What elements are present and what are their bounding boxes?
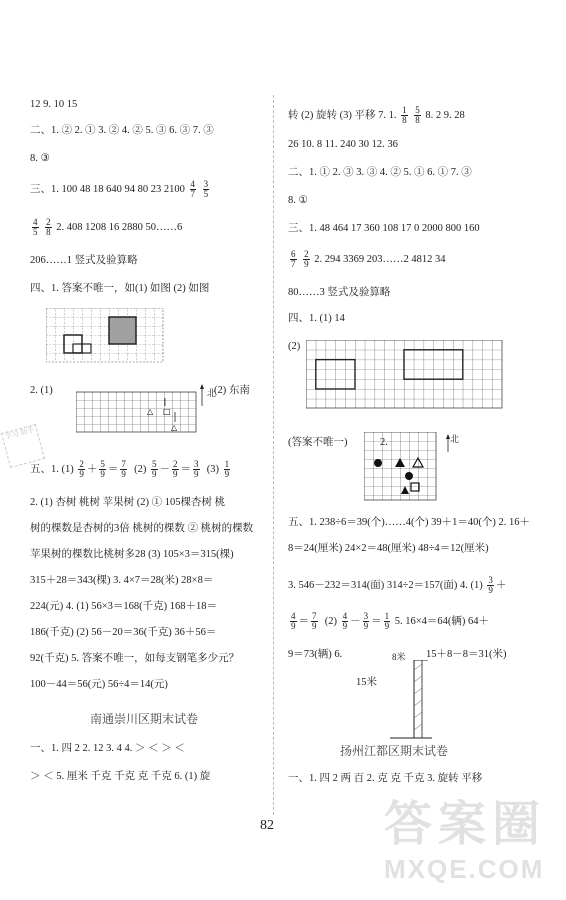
answer-text: 三、1. 100 48 18 640 94 80 23 2100: [30, 183, 185, 195]
answer-line: 五、1. (1) $\frac{2}{9}$ ＋ $\frac{5}{9}$ ＝ $\frac{7}{9}$ (2) $\frac{5}{9}$ － $\frac{2}{9}$ ＝ $\frac{3}{9}$ (3) $\frac{1}{9}$: [30, 459, 230, 479]
answer-text: (2): [324, 615, 337, 627]
fraction: $\frac{1}{9}$: [384, 611, 390, 631]
column-divider: [273, 95, 274, 815]
answer-line: 26 10. 8 11. 240 30 12. 36: [288, 139, 398, 150]
svg-text:□: □: [163, 407, 171, 416]
answer-line: 224(元) 4. (1) 56×3＝168(千克) 168＋18＝: [30, 601, 218, 612]
answer-text: 8. 2 9. 28: [425, 109, 465, 121]
section-title: 扬州江都区期末试卷: [340, 744, 449, 758]
answer-line: [30, 180, 211, 199]
answer-line: 树的棵数是杏树的3倍 桃树的棵数 ② 桃树的棵数: [30, 523, 254, 534]
fraction: $\frac{7}{9}$: [121, 459, 126, 479]
answer-line: 五、1. 238÷6＝39(个)……4(个) 39＋1＝40(个) 2. 16＋: [288, 517, 530, 528]
answer-line: 92(千克) 5. 答案不唯一，如每支钢笔多少元？: [30, 653, 240, 664]
answer-line: 一、1. 四 2 2. 12 3. 4 4. ＞ ＜ ＞ ＜: [30, 743, 185, 754]
answer-line: 8. ③: [30, 153, 50, 164]
fraction: $\frac{5}{9}$: [100, 459, 105, 479]
fraction: $\frac{2}{8}$: [46, 217, 51, 237]
fraction: $\frac{2}{9}$: [79, 459, 84, 479]
answer-line: 2. (1) 杏树 桃树 苹果树 (2) ① 105棵杏树 桃: [30, 497, 226, 508]
answer-line: [288, 106, 465, 125]
answer-line: 三、1. 48 464 17 360 108 17 0 2000 800 160: [288, 223, 480, 234]
svg-text:△: △: [147, 407, 154, 416]
fraction: $\frac{2}{9}$: [304, 249, 309, 269]
answer-line: 一、1. 四 2 两 百 2. 克 克 千克 3. 旋转 平移: [288, 773, 483, 784]
north-label: 北: [207, 388, 217, 398]
answer-text: (2) 东南: [214, 385, 250, 396]
answer-text: 15＋8－8＝31(米): [426, 649, 507, 660]
watermark-bottom: MXQE.COM: [383, 854, 545, 884]
fraction: $\frac{6}{7}$: [291, 249, 296, 269]
answer-line: [30, 218, 182, 237]
answer-line: 100－44＝56(元) 56÷4＝14(元): [30, 679, 168, 690]
answer-line: [288, 250, 446, 269]
watermark-top: 答案圈: [383, 798, 546, 851]
fraction: $\frac{2}{9}$: [173, 459, 178, 479]
fraction: $\frac{3}{9}$: [194, 459, 199, 479]
fraction: $\frac{4}{7}$: [190, 179, 195, 199]
fraction: $\frac{1}{9}$: [224, 459, 230, 479]
fraction: $\frac{5}{8}$: [415, 105, 420, 125]
answer-line: 2. (1): [30, 385, 53, 396]
answer-line: 315＋28＝343(棵) 3. 4×7＝28(米) 28×8＝: [30, 575, 214, 586]
fraction: $\frac{5}{9}$: [152, 459, 157, 479]
answer-line: 8. ①: [288, 195, 308, 206]
direction-grid-figure: [76, 384, 216, 436]
fraction: $\frac{3}{9}$: [363, 611, 369, 631]
svg-text:△: △: [171, 423, 178, 432]
section-title: 南通崇川区期末试卷: [90, 712, 199, 726]
height-label-15m: 15米: [356, 677, 377, 688]
answer-line: 186(千克) (2) 56－20＝36(千克) 36＋56＝: [30, 627, 217, 638]
stamp-icon: 学习 助手: [1, 424, 45, 468]
watermark-logo: [384, 785, 546, 885]
answer-line: (2): [288, 341, 301, 352]
answer-line: $\frac{4}{9}$ ＝ $\frac{7}{9}$ (2) $\frac{4}{9}$ － $\frac{3}{9}$ ＝ $\frac{1}{9}$ 5. 16×4＝64(辆) 64＋: [291, 611, 490, 631]
answer-line: 苹果树的棵数比桃树多28 (3) 105×3＝315(棵): [30, 549, 234, 560]
answer-line: 8＝24(厘米) 24×2＝48(厘米) 48÷4＝12(厘米): [288, 543, 489, 554]
fraction: $\frac{1}{8}$: [402, 105, 407, 125]
answer-text: 2. 408 1208 16 2880 50……6: [56, 221, 183, 233]
answer-text: 转 (2) 旋转 (3) 平移 7. 1.: [288, 109, 397, 121]
answer-line: 四、1. 答案不唯一，如(1) 如图 (2) 如图: [30, 283, 210, 294]
right-column: [288, 0, 538, 900]
answer-text: 2. 294 3369 203……2 4812 34: [314, 253, 446, 265]
answer-line: 3. 546－232＝314(面) 314÷2＝157(面) 4. (1) $\frac{3}{9}$ ＋: [288, 575, 507, 595]
answer-line: (答案不唯一): [288, 437, 348, 448]
dashed-grid-figure: [46, 308, 164, 364]
answer-line: 四、1. (1) 14: [288, 313, 345, 324]
fraction: $\frac{4}{9}$: [342, 611, 348, 631]
answer-line: 二、1. ① 2. ③ 3. ③ 4. ② 5. ① 6. ① 7. ③: [288, 167, 472, 178]
answer-line: 80……3 竖式及验算略: [288, 287, 391, 298]
shapes-grid-figure: [364, 432, 464, 502]
answer-line: 9＝73(辆) 6.: [288, 649, 343, 660]
answer-text: 3. 546－232＝314(面) 314÷2＝157(面) 4. (1): [288, 579, 483, 591]
answer-line: 二、1. ② 2. ① 3. ② 4. ② 5. ③ 6. ③ 7. ③: [30, 125, 214, 136]
fraction: $\frac{4}{5}$: [33, 217, 38, 237]
answer-line: 12 9. 10 15: [30, 99, 78, 110]
answer-line: 206……1 竖式及验算略: [30, 255, 138, 266]
answer-text: 五、1. (1): [30, 463, 74, 475]
fraction: $\frac{4}{9}$: [291, 611, 296, 631]
north-label: 北: [450, 434, 460, 444]
fraction: $\frac{3}{9}$: [488, 575, 493, 595]
fraction: $\frac{7}{9}$: [312, 611, 317, 631]
page-number: 82: [260, 818, 274, 833]
height-label-8m: 8米: [392, 652, 406, 662]
wall-figure: [384, 660, 434, 750]
answer-text: 5. 16×4＝64(辆) 64＋: [394, 615, 490, 627]
answer-line: ＞ ＜ 5. 厘米 千克 千克 克 千克 6. (1) 旋: [30, 771, 211, 782]
fraction: $\frac{3}{5}$: [203, 179, 209, 199]
left-column: [30, 0, 266, 900]
rectangle-grid-figure: [306, 340, 506, 420]
